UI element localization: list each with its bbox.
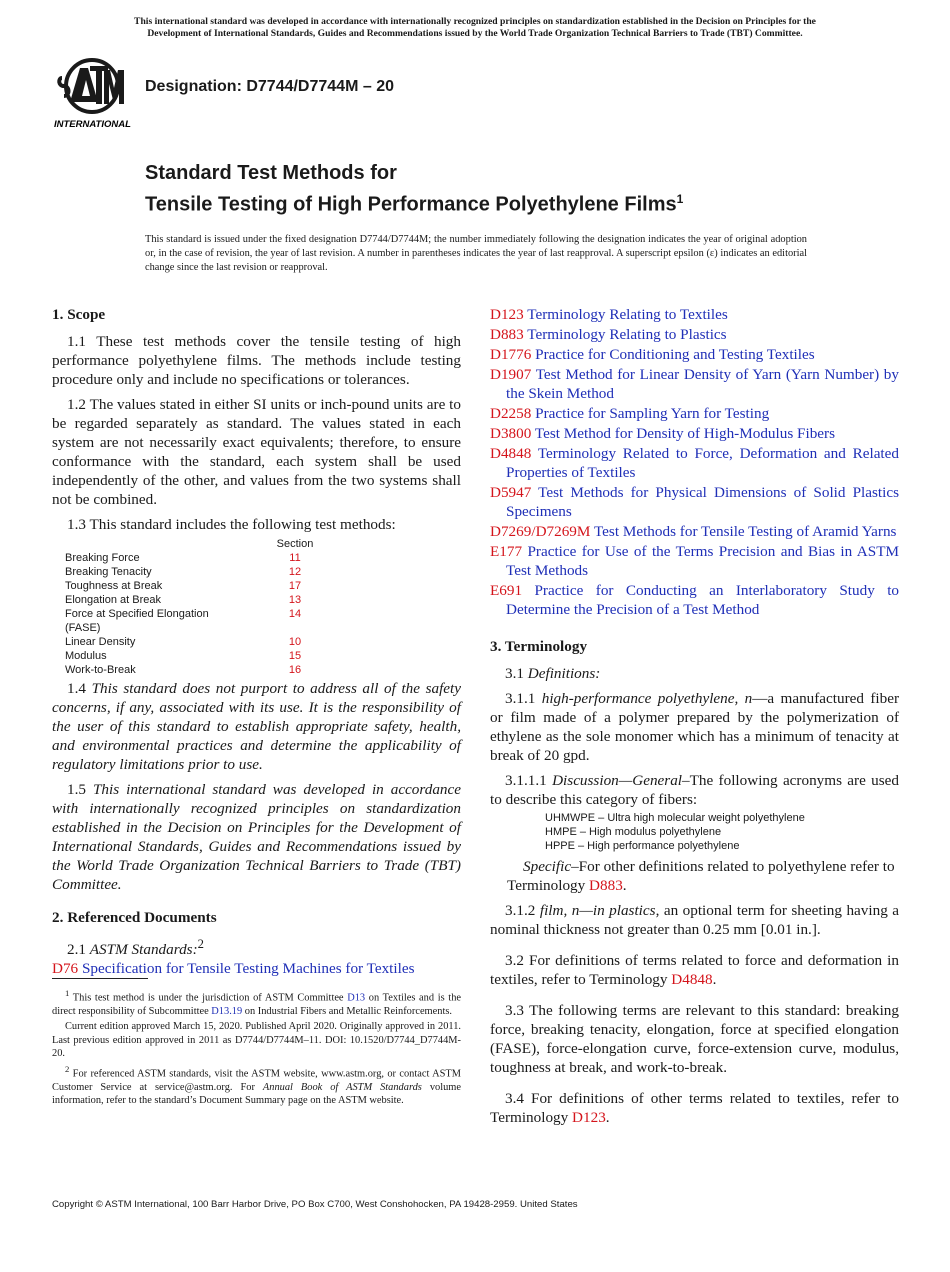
footnote-divider (52, 978, 148, 979)
reference-item[interactable] (490, 522, 899, 541)
para-1-2: 1.2 The values stated in either SI units or inch-pound units are to be regarded separately as standard. The values stated in each system are not necessarily exact equivalents; therefore, to ensure conformance with the standard, each system shall be used independently of the other, and values from the two systems shall not be combined. (52, 396, 461, 508)
term-film: film, n—in plastics (539, 902, 656, 919)
reference-item[interactable] (490, 581, 899, 619)
edition-note: Current edition approved March 15, 2020. Published April 2020. Originally approved in 2011. Last previous edition approved in 2011 as D7744/D7744M–11. DOI: 10.1520/D7744_D7744M-20. (52, 1021, 461, 1060)
reference-code[interactable]: E177 (490, 543, 523, 560)
method-section-link[interactable]: 17 (288, 580, 302, 592)
astm-logo-icon (52, 56, 136, 134)
para-1-5-number: 1.5 (67, 781, 86, 798)
para-2-1 (52, 935, 461, 959)
terminology-heading: 3. Terminology (490, 638, 588, 655)
para-3-2-text: 3.2 For definitions of terms related to force and deformation in textiles, refer to Terminology (490, 952, 899, 988)
method-section-link[interactable]: 15 (288, 650, 302, 662)
reference-title[interactable]: Practice for Conditioning and Testing Textiles (535, 346, 815, 363)
reference-title[interactable]: Terminology Related to Force, Deformation and Related Properties of Textiles (506, 445, 899, 481)
reference-code[interactable]: D76 (52, 960, 79, 978)
method-section-link[interactable]: 12 (288, 566, 302, 578)
terminology-ref-link[interactable]: D123 (572, 1109, 606, 1126)
adoption-notice (40, 16, 910, 40)
title-line-1: Standard Test Methods for (145, 162, 397, 184)
para-1-3: 1.3 This standard includes the following test methods: (67, 516, 396, 533)
title-footnote-mark: 1 (676, 192, 684, 206)
document-title (145, 160, 683, 218)
method-section-link[interactable]: 16 (288, 664, 302, 676)
reference-code[interactable]: D2258 (490, 405, 532, 422)
reference-title[interactable]: Terminology Relating to Textiles (527, 306, 728, 323)
reference-code[interactable]: D883 (490, 326, 524, 343)
reference-title[interactable]: Test Methods for Physical Dimensions of Solid Plastics Specimens (506, 484, 899, 520)
para-1-4-text: This standard does not purport to address all of the safety concerns, if any, associated with its use. It is the responsibility of the user of this standard to establish appropriate safety, health, and environmental practices and determine the applicability of regulatory limitations prior to use. (52, 680, 462, 773)
reference-title[interactable]: Terminology Relating to Plastics (527, 326, 727, 343)
footnote-1 (52, 987, 461, 1018)
method-name: Work-to-Break (65, 664, 136, 676)
reference-code[interactable]: E691 (490, 582, 523, 599)
para-3-1-1-1 (490, 771, 899, 809)
reference-item[interactable] (490, 345, 899, 364)
notice-line-2: Development of International Standards, Guides and Recommendations issued by the World Trade Organization Technical Barriers to Trade (TBT) Committee. (147, 28, 803, 39)
specific-label: Specific (523, 858, 572, 875)
list-item: UHMWPE – Ultra high molecular weight polyethylene (545, 812, 805, 824)
reference-code[interactable]: D4848 (490, 445, 532, 462)
reference-title[interactable]: Test Methods for Tensile Testing of Aramid Yarns (593, 523, 897, 540)
method-section-link[interactable]: 14 (288, 608, 302, 620)
referenced-documents-heading: 2. Referenced Documents (52, 909, 217, 926)
left-column (52, 305, 461, 979)
method-name: Modulus (65, 650, 107, 662)
logo-wordmark: INTERNATIONAL (54, 119, 131, 130)
table-row (65, 551, 345, 565)
method-name: Breaking Tenacity (65, 566, 152, 578)
table-row (65, 593, 345, 607)
copyright-line: Copyright © ASTM International, 100 Barr Harbor Drive, PO Box C700, West Conshohocken, PA 19428-2959. United States (52, 1199, 578, 1210)
issued-note: This standard is issued under the fixed designation D7744/D7744M; the number immediately following the designation indicates the year of original adoption or, in the case of revision, the year of last revision. A number in parentheses indicates the year of last reapproval. A superscript epsilon (ε) indicates an editorial change since the last revision or reapproval. (145, 234, 807, 273)
para-2-1-number: 2.1 (67, 941, 86, 959)
footnote-2-text-b: volume information, refer to the standard’s Document Summary page on the ASTM website. (52, 1081, 461, 1107)
section-column-header: Section (276, 538, 314, 550)
para-1-4 (52, 679, 461, 774)
committee-link[interactable]: D13 (347, 992, 366, 1004)
specific-paragraph: Specific–For other definitions related to polyethylene refer to Terminology D883. (507, 858, 895, 894)
reference-title[interactable]: Practice for Conducting an Interlaboratory Study to Determine the Precision of a Test Method (506, 582, 900, 618)
scope-heading: 1. Scope (52, 306, 106, 323)
para-3-1-number: 3.1 (505, 665, 524, 682)
footnotes (52, 987, 461, 1110)
reference-item[interactable] (490, 305, 899, 324)
list-item: HMPE – High modulus polyethylene (545, 826, 722, 838)
table-row (65, 565, 345, 579)
para-3-1-1-number: 3.1.1 (505, 690, 536, 707)
terminology-ref-link[interactable]: D883 (589, 877, 623, 894)
reference-title[interactable]: Specification for Tensile Testing Machines for Textiles (81, 960, 415, 978)
para-1-5 (52, 780, 461, 894)
method-section-link[interactable]: 10 (288, 636, 302, 648)
footnote-1-text-c: on Industrial Fibers and Metallic Reinforcements. (242, 1005, 452, 1017)
footnote-2 (52, 1063, 461, 1108)
reference-item[interactable] (52, 959, 461, 978)
astm-standards-label: ASTM Standards: (89, 941, 198, 959)
para-3-1-1-1-number: 3.1.1.1 (505, 772, 547, 789)
footnote-1-text-a: This test method is under the jurisdiction of ASTM Committee (69, 992, 348, 1004)
reference-item[interactable] (490, 404, 899, 423)
reference-code[interactable]: D123 (490, 306, 524, 323)
term-hppe-definition: —a manufactured fiber or film made of a polymer prepared by the polymerization of ethylene as the sole monomer which has a minimum of tenacity at break of 20 gpd. (490, 690, 900, 764)
reference-title[interactable]: Test Method for Density of High-Modulus Fibers (534, 425, 836, 442)
method-section-link[interactable]: 13 (288, 594, 302, 606)
para-3-1-2 (490, 901, 899, 939)
para-3-4-text: 3.4 For definitions of other terms related to textiles, refer to Terminology (490, 1090, 899, 1126)
reference-item[interactable] (490, 365, 899, 403)
footnote-1-text-b: on Textiles and is the direct responsibility of Subcommittee (52, 992, 461, 1017)
reference-code[interactable]: D3800 (490, 425, 532, 442)
reference-code[interactable]: D1907 (490, 366, 532, 383)
term-film-definition: , an optional term for sheeting having a nominal thickness not greater than 0.25 mm [0.01 in.]. (490, 902, 900, 938)
table-row (65, 649, 345, 663)
method-section-link[interactable]: 11 (289, 552, 301, 564)
table-row (65, 635, 345, 649)
method-name: Breaking Force (65, 552, 140, 564)
definitions-label: Definitions: (527, 665, 601, 682)
reference-code[interactable]: D5947 (490, 484, 532, 501)
annual-book-title: Annual Book of ASTM Standards (262, 1081, 422, 1093)
footnote-2-mark: 2 (197, 937, 204, 951)
specific-text: –For other definitions related to polyethylene refer to Terminology (507, 858, 895, 894)
para-3-1-2-number: 3.1.2 (505, 902, 536, 919)
notice-line-1: This international standard was developed in accordance with internationally recognized principles on standardization established in the Decision on Principles for the (134, 16, 816, 27)
right-column (490, 305, 899, 1133)
para-1-4-number: 1.4 (67, 680, 86, 697)
term-hppe: high-performance polyethylene, n (541, 690, 753, 707)
list-item: HPPE – High performance polyethylene (545, 840, 740, 852)
reference-item[interactable] (490, 542, 899, 580)
discussion-text: –The following acronyms are used to describe this category of fibers: (490, 772, 900, 808)
title-line-2-text: Tensile Testing of High Performance Polyethylene Films (145, 193, 677, 216)
reference-item[interactable] (490, 444, 899, 482)
method-name: Elongation at Break (65, 594, 162, 606)
para-3-2: 3.2 For definitions of terms related to force and deformation in textiles, refer to Terminology D4848. (490, 952, 899, 988)
para-1-5-text: This international standard was developed in accordance with internationally recognized principles on standardization established in the Decision on Principles for the Development of International Standards, Guides and Recommendations issued by the World Trade Organization Technical Barriers to Trade (TBT) Committee. (52, 781, 462, 893)
table-row (65, 607, 345, 635)
table-row (65, 663, 345, 677)
acronym-list (490, 811, 899, 853)
para-1-1: 1.1 These test methods cover the tensile testing of high performance polyethylene films. The methods include testing procedure only and include no specifications or tolerances. (52, 333, 461, 388)
para-3-1-1 (490, 689, 899, 765)
reference-title[interactable]: Practice for Sampling Yarn for Testing (535, 405, 770, 422)
para-3-4: 3.4 For definitions of other terms related to textiles, refer to Terminology D123. (490, 1090, 899, 1126)
methods-header-row (65, 537, 345, 551)
title-line-2 (145, 186, 683, 218)
reference-code[interactable]: D1776 (490, 346, 532, 363)
reference-title[interactable]: Practice for Use of the Terms Precision and Bias in ASTM Test Methods (506, 543, 900, 579)
footnote-2-mark-bottom: 2 (65, 1063, 70, 1074)
reference-code[interactable]: D7269/D7269M (490, 523, 591, 540)
discussion-label: Discussion—General (552, 772, 683, 789)
reference-title[interactable]: Test Method for Linear Density of Yarn (Yarn Number) by the Skein Method (506, 366, 899, 402)
table-row (65, 579, 345, 593)
reference-item[interactable] (490, 483, 899, 521)
para-3-3: 3.3 The following terms are relevant to this standard: breaking force, breaking tenacity, elongation, force at specified elongation (FASE), force-elongation curve, force-extension curve, modulus, toughness at break, and work-to-break. (490, 1002, 899, 1076)
method-name: Force at Specified Elongation (FASE) (65, 608, 209, 634)
designation: Designation: D7744/D7744M – 20 (145, 78, 394, 95)
reference-item[interactable] (490, 325, 899, 344)
terminology-ref-link[interactable]: D4848 (671, 971, 713, 988)
footnote-2-text-a: For referenced ASTM standards, visit the ASTM website, www.astm.org, or contact ASTM Customer Service at service@astm.org. For (52, 1068, 461, 1093)
method-name: Linear Density (65, 636, 136, 648)
reference-item[interactable] (490, 424, 899, 443)
method-name: Toughness at Break (65, 580, 163, 592)
subcommittee-link[interactable]: D13.19 (211, 1005, 243, 1017)
test-methods-table (65, 537, 345, 677)
footnote-1-mark: 1 (65, 988, 70, 998)
para-3-1 (490, 664, 899, 683)
